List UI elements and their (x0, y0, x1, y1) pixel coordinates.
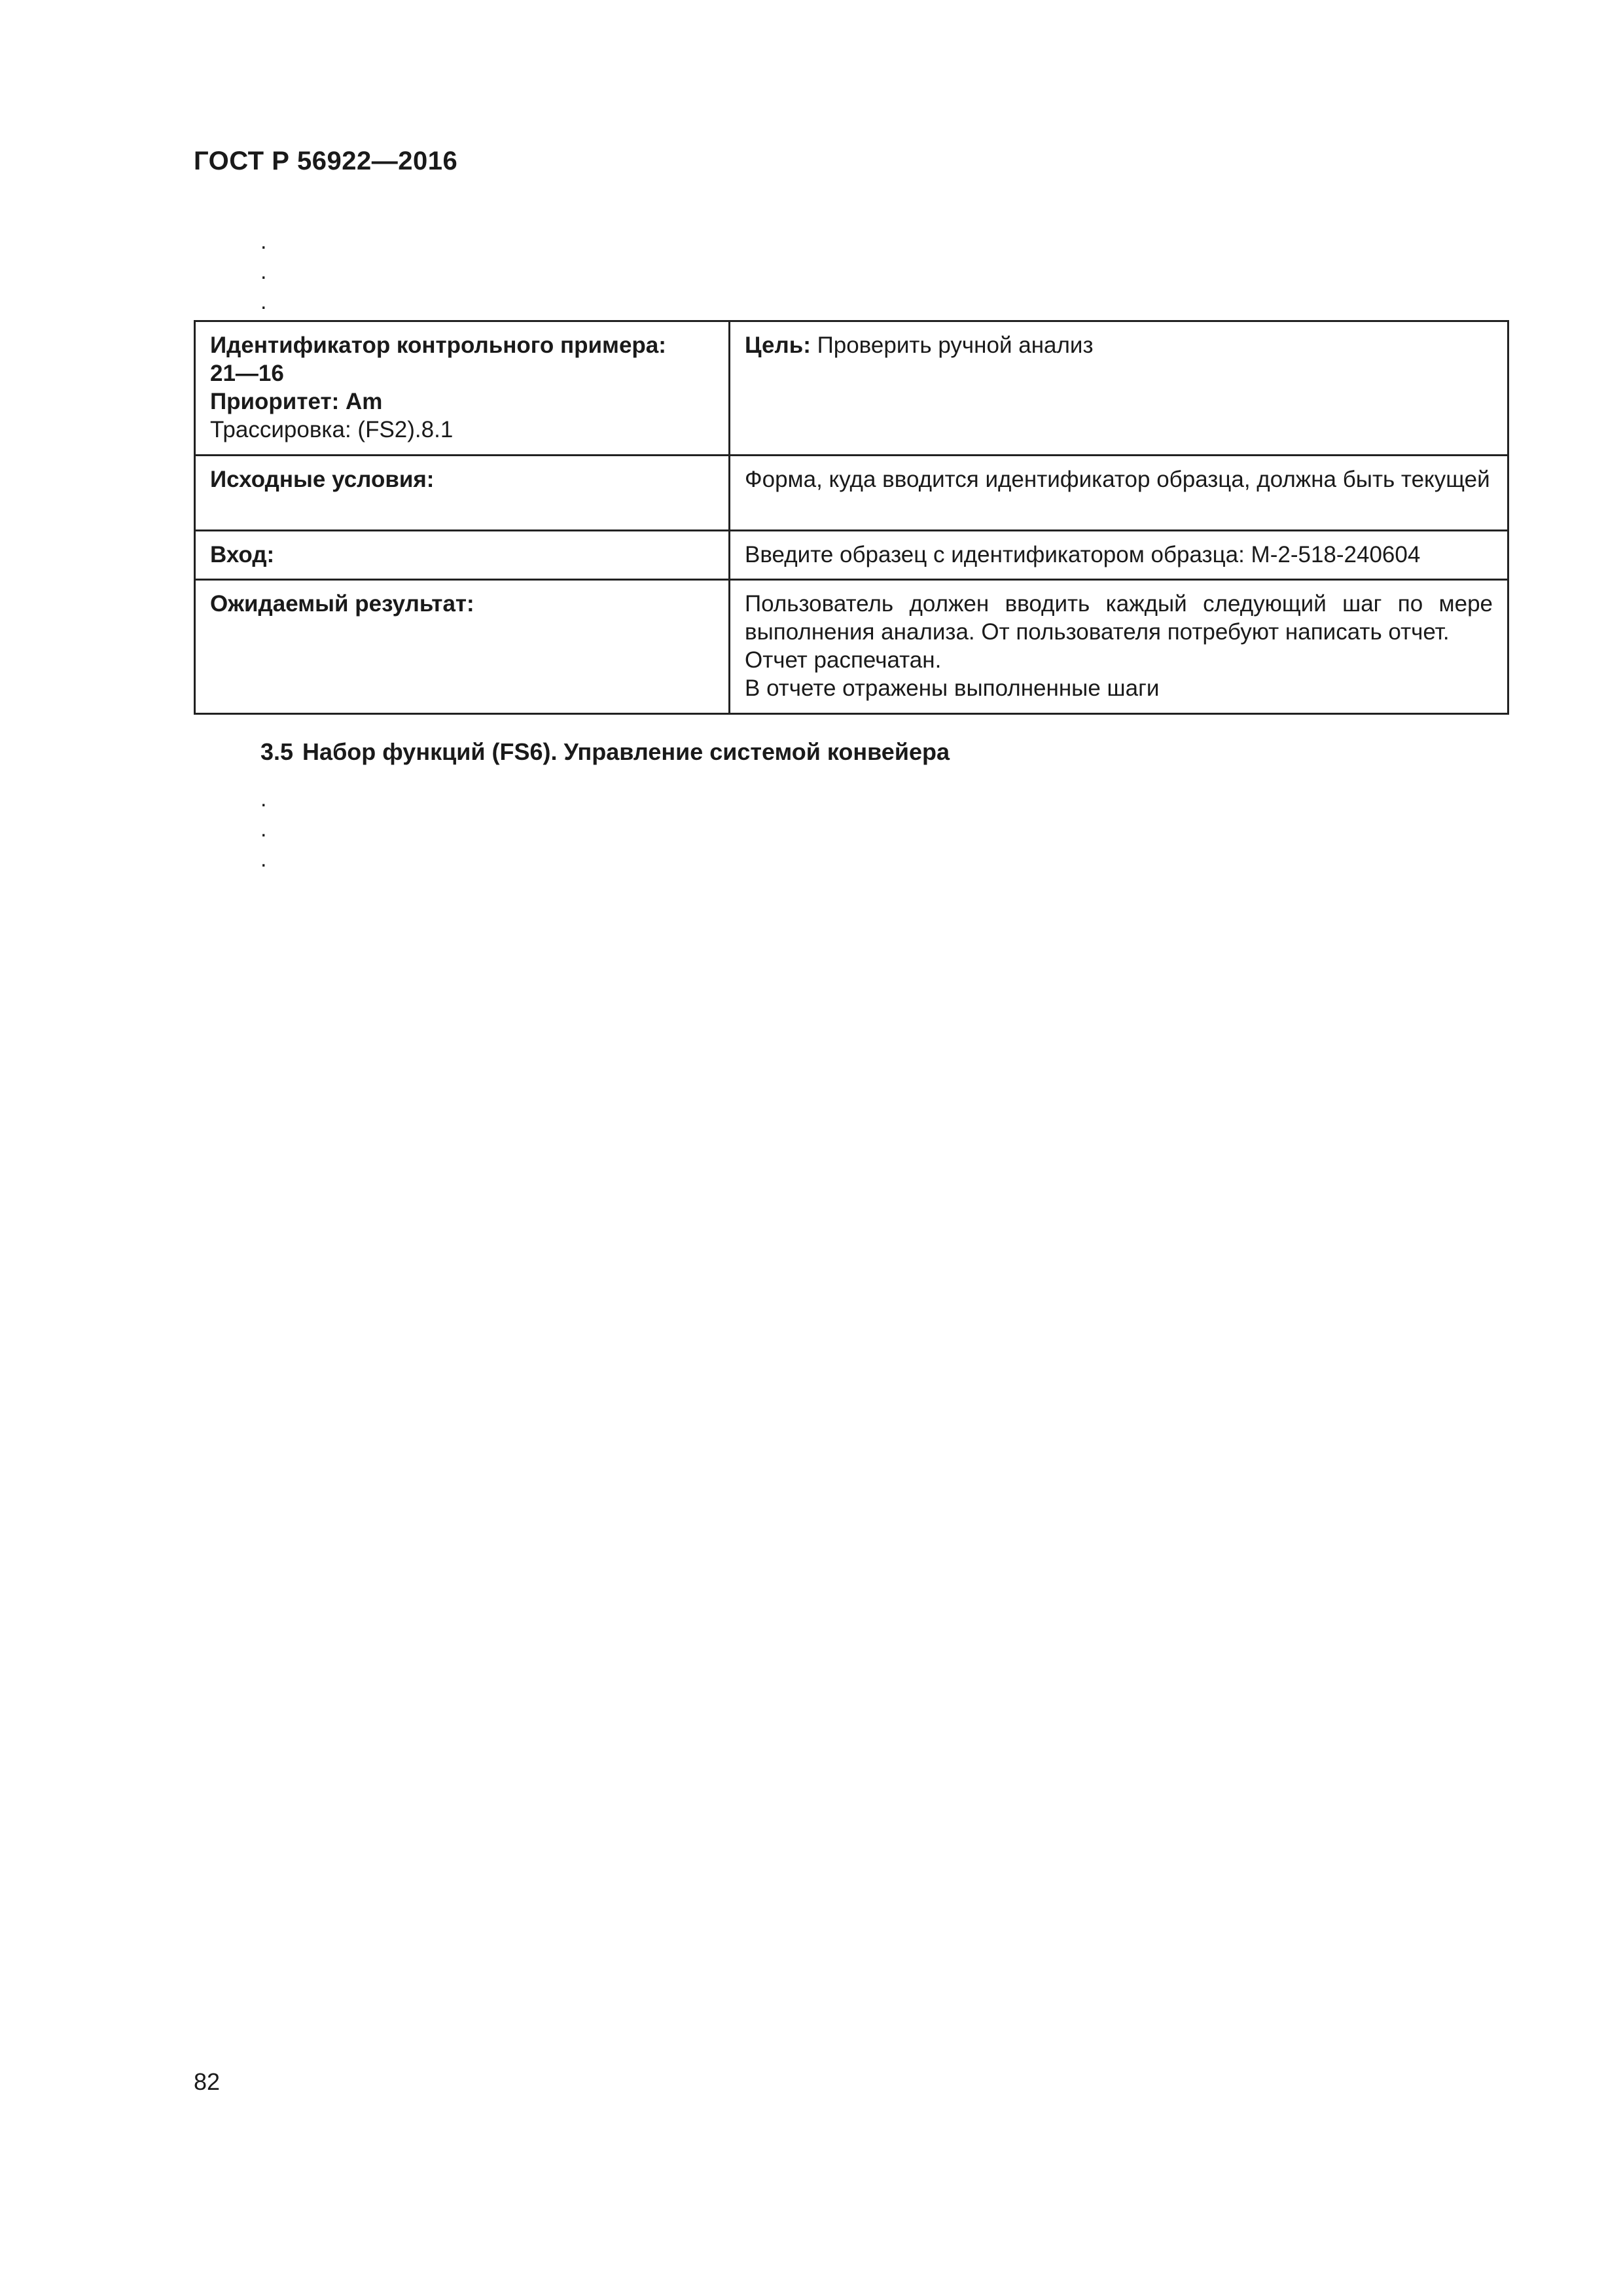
preconditions-label: Исходные условия: (195, 456, 730, 531)
goal-label: Цель: (745, 332, 811, 358)
test-case-id-label: Идентификатор контрольного примера: (210, 332, 666, 358)
preconditions-text: Форма, куда вводится идентификатор образца, должна быть текущей (730, 456, 1508, 531)
expected-result-line: Отчет распечатан. (745, 647, 942, 673)
table-row (195, 456, 1508, 531)
table-row (195, 531, 1508, 580)
ellipsis-bottom (260, 784, 266, 874)
expected-result-line: В отчете отражены выполненные шаги (745, 675, 1160, 701)
section-heading (260, 738, 950, 766)
ellipsis-dot: . (260, 847, 267, 872)
ellipsis-top (260, 226, 266, 317)
expected-result-cell (730, 580, 1508, 714)
trace-text: Трассировка: (FS2).8.1 (210, 417, 454, 442)
goal-cell (730, 321, 1508, 456)
ellipsis-dot: . (260, 289, 267, 314)
expected-result-line: Пользователь должен вводить каждый следующий шаг по мере выполнения анализа. От пользователя потребуют написать отчет. (745, 591, 1493, 645)
page-number: 82 (194, 2068, 221, 2095)
expected-result-label: Ожидаемый результат: (195, 580, 730, 714)
ellipsis-dot: . (260, 787, 267, 812)
ellipsis-dot: . (260, 259, 267, 284)
test-case-table (194, 320, 1509, 715)
ellipsis-dot: . (260, 229, 267, 254)
input-text: Введите образец с идентификатором образца: M-2-518-240604 (730, 531, 1508, 580)
section-number: 3.5 (260, 738, 294, 765)
test-case-id-value: 21—16 (210, 361, 284, 386)
table-row (195, 580, 1508, 714)
test-case-id-cell (195, 321, 730, 456)
goal-text: Проверить ручной анализ (810, 332, 1094, 358)
ellipsis-dot: . (260, 817, 267, 842)
section-title: Набор функций (FS6). Управление системой конвейера (302, 738, 950, 765)
priority-text: Приоритет: Am (210, 389, 383, 414)
table-row (195, 321, 1508, 456)
input-label: Вход: (195, 531, 730, 580)
document-header: ГОСТ Р 56922—2016 (194, 147, 458, 175)
